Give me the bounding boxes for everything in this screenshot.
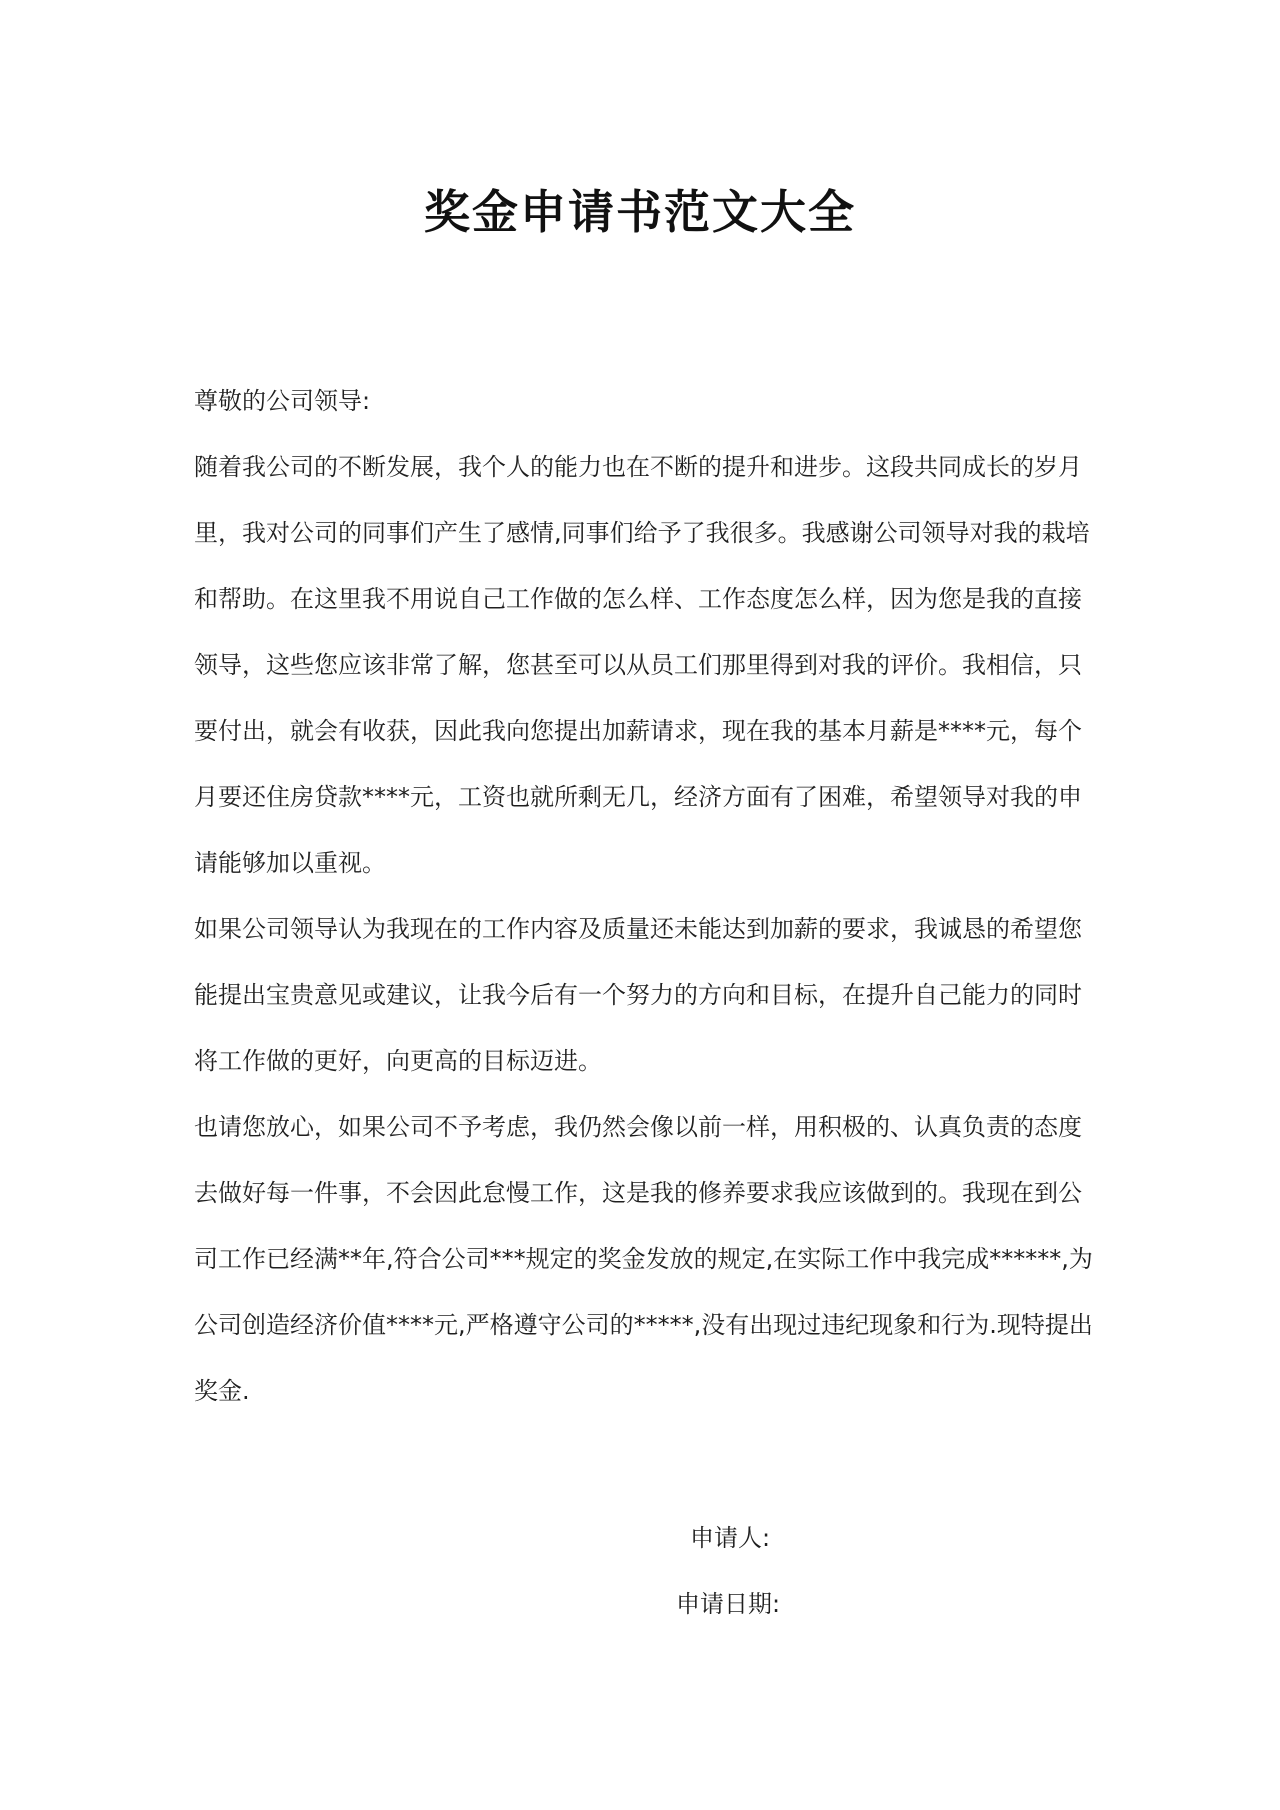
paragraph-3: 也请您放心，如果公司不予考虑，我仍然会像以前一样，用积极的、认真负责的态度去做好每一件事，不会因此怠慢工作，这是我的修养要求我应该做到的。我现在到公司工作已经满**年,符合公司***规定的奖金发放的规定,在实际工作中我完成******,为公司创造经济价值****元,严格遵守公司的*****,没有出现过违纪现象和行为.现特提出奖金. — [194, 1113, 1093, 1405]
document-title: 奖金申请书范文大全 — [424, 185, 856, 239]
letter-body — [194, 368, 1094, 1424]
paragraph-2: 如果公司领导认为我现在的工作内容及质量还未能达到加薪的要求，我诚恳的希望您能提出宝贵意见或建议，让我今后有一个努力的方向和目标，在提升自己能力的同时将工作做的更好，向更高的目标迈进。 — [194, 915, 1082, 1075]
salutation: 尊敬的公司领导: — [194, 387, 371, 415]
paragraph-1: 随着我公司的不断发展，我个人的能力也在不断的提升和进步。这段共同成长的岁月里，我对公司的同事们产生了感情,同事们给予了我很多。我感谢公司领导对我的栽培和帮助。在这里我不用说自己工作做的怎么样、工作态度怎么样，因为您是我的直接领导，这些您应该非常了解，您甚至可以从员工们那里得到对我的评价。我相信，只要付出，就会有收获，因此我向您提出加薪请求，现在我的基本月薪是****元，每个月要还住房贷款****元，工资也就所剩无几，经济方面有了困难，希望领导对我的申请能够加以重视。 — [194, 453, 1090, 877]
applicant-label: 申请人: — [690, 1524, 771, 1552]
signature-block — [676, 1505, 976, 1637]
application-date-label: 申请日期: — [676, 1590, 781, 1618]
